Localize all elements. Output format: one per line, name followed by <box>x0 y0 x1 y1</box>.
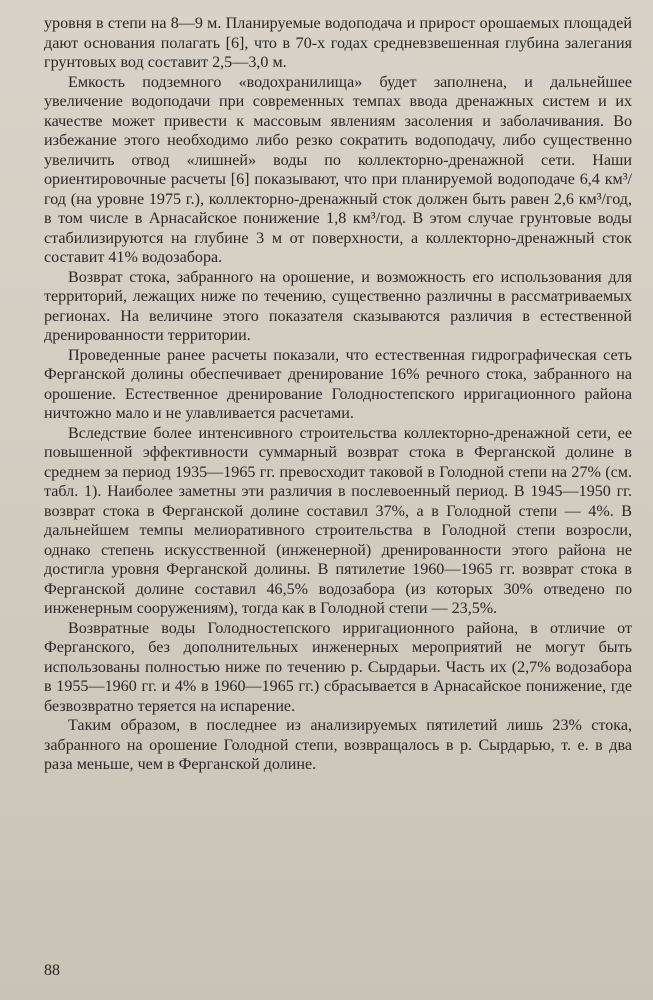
paragraph-5: Вследствие более интенсивного строительства коллекторно-дренажной сети, ее повышенной эффективности суммарный возврат стока в Ферганской долине в среднем за период 1935—1965 гг. превосходит таковой в Голодной степи на 27% (см. табл. 1). Наиболее заметны эти различия в послевоенный период. В 1945—1950 гг. возврат стока в Ферганской долине составил 37%, а в Голодной степи — 4%. В дальнейшем темпы мелиоративного строительства в Голодной степи возросли, однако степень искусственной (инженерной) дренированности этого района не достигла уровня Ферганской долины. В пятилетие 1960—1965 гг. возврат стока в Ферганской долине составил 46,5% водозабора (из которых 30% отведено по инженерным сооружениям), тогда как в Голодной степи — 23,5%. <box>44 424 632 617</box>
paragraph-7: Таким образом, в последнее из анализируемых пятилетий лишь 23% стока, забранного на орошение Голодной степи, возвращалось в р. Сырдарью, т. е. в два раза меньше, чем в Ферганской долине. <box>44 717 632 773</box>
paragraph-4: Проведенные ранее расчеты показали, что естественная гидрографическая сеть Ферганской долины обеспечивает дренирование 16% речного стока, забранного на орошение. Естественное дренирование Голодностепского ирригационного района ничтожно мало и не улавливается расчетами. <box>44 346 632 422</box>
paragraph-3: Возврат стока, забранного на орошение, и возможность его использования для территорий, лежащих ниже по течению, существенно различны в рассматриваемых регионах. На величине этого показателя сказываются различия в естественной дренированности территории. <box>44 268 632 344</box>
paragraph-1: уровня в степи на 8—9 м. Планируемые водоподача и прирост орошаемых площадей дают основания полагать [6], что в 70-х годах средневзвешенная глубина залегания грунтовых вод составит 2,5—3,0 м. <box>44 15 632 71</box>
paragraph-6: Возвратные воды Голодностепского ирригационного района, в отличие от Ферганского, без дополнительных инженерных мероприятий не могут быть использованы полностью ниже по течению р. Сырдарьи. Часть их (2,7% водозабора в 1955—1960 гг. и 4% в 1960—1965 гг.) сбрасывается в Арнасайское понижение, где безвозвратно теряется на испарение. <box>44 619 632 715</box>
page-number: 88 <box>44 962 60 979</box>
body-text <box>44 14 632 775</box>
paragraph-2: Емкость подземного «водохранилища» будет заполнена, и дальнейшее увеличение водоподачи при современных темпах ввода дренажных систем и их качестве может привести к массовым явлениям засоления и заболачивания. Во избежание этого необходимо либо резко сократить водоподачу, либо существенно увеличить отвод «лишней» воды по коллекторно-дренажной сети. Наши ориентировочные расчеты [6] показывают, что при планируемой водоподаче 6,4 км³/год (на уровне 1975 г.), коллекторно-дренажный сток должен быть равен 2,6 км³/год, в том числе в Арнасайское понижение 1,8 км³/год. В этом случае грунтовые воды стабилизируются на глубине 3 м от поверхности, а коллекторно-дренажный сток составит 41% водозабора. <box>44 73 632 266</box>
